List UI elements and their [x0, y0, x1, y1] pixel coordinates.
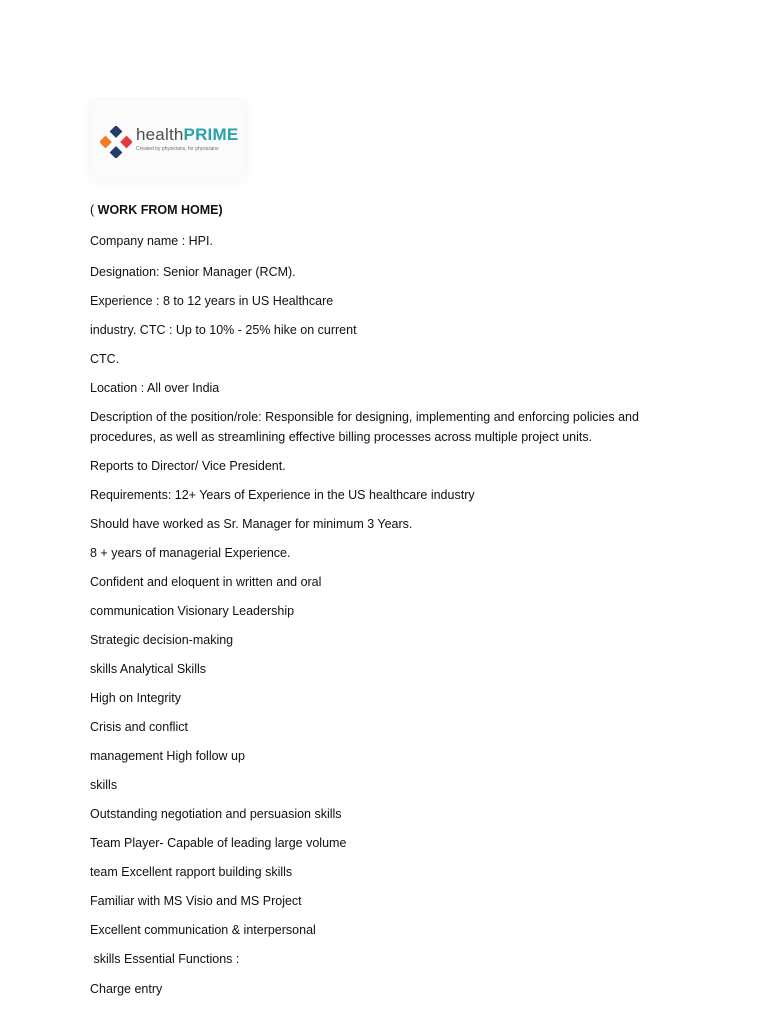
logo-health-text: health — [136, 125, 184, 144]
work-from-home-heading — [90, 200, 223, 220]
managerial-experience-line: 8 + years of managerial Experience. — [90, 546, 291, 560]
communication-line: communication Visionary Leadership — [90, 604, 295, 618]
logo-prime-text: PRIME — [183, 125, 239, 144]
communication-interpersonal-line: Excellent communication & interpersonal — [90, 923, 316, 937]
strategic-line: Strategic decision-making — [90, 633, 234, 647]
industry-ctc-line: industry. CTC : Up to 10% - 25% hike on current — [90, 323, 357, 337]
requirements-line: Requirements: 12+ Years of Experience in the US healthcare industry — [90, 488, 475, 502]
designation-line: Designation: Senior Manager (RCM). — [90, 265, 296, 279]
description-paragraph: Description of the position/role: Responsible for designing, implementing and enforcing policies and procedures, as well as streamlining effective billing processes across multiple project units. — [90, 410, 639, 444]
experience-line: Experience : 8 to 12 years in US Healthcare — [90, 294, 334, 308]
team-player-line: Team Player- Capable of leading large volume — [90, 836, 347, 850]
charge-entry-line: Charge entry — [90, 982, 163, 996]
confident-line: Confident and eloquent in written and oral — [90, 575, 322, 589]
analytical-line: skills Analytical Skills — [90, 662, 207, 676]
heading-title: WORK FROM HOME) — [97, 203, 223, 217]
logo-tagline: Created by physicians, for physicians — [136, 146, 219, 152]
sr-manager-line: Should have worked as Sr. Manager for minimum 3 Years. — [90, 517, 413, 531]
healthprime-logo-mark-icon — [100, 126, 132, 158]
logo-wordmark — [136, 126, 238, 144]
ms-visio-line: Familiar with MS Visio and MS Project — [90, 894, 302, 908]
company-name-line: Company name : HPI. — [90, 234, 213, 248]
negotiation-line: Outstanding negotiation and persuasion skills — [90, 807, 342, 821]
ctc-line: CTC. — [90, 352, 120, 366]
reports-line: Reports to Director/ Vice President. — [90, 459, 286, 473]
heading-open-paren: ( — [90, 203, 98, 217]
management-line: management High follow up — [90, 749, 245, 763]
essential-functions-line: skills Essential Functions : — [90, 952, 240, 966]
integrity-line: High on Integrity — [90, 691, 182, 705]
crisis-line: Crisis and conflict — [90, 720, 188, 734]
skills-line: skills — [90, 778, 118, 792]
healthprime-logo — [90, 100, 246, 182]
rapport-line: team Excellent rapport building skills — [90, 865, 293, 879]
location-line: Location : All over India — [90, 381, 220, 395]
